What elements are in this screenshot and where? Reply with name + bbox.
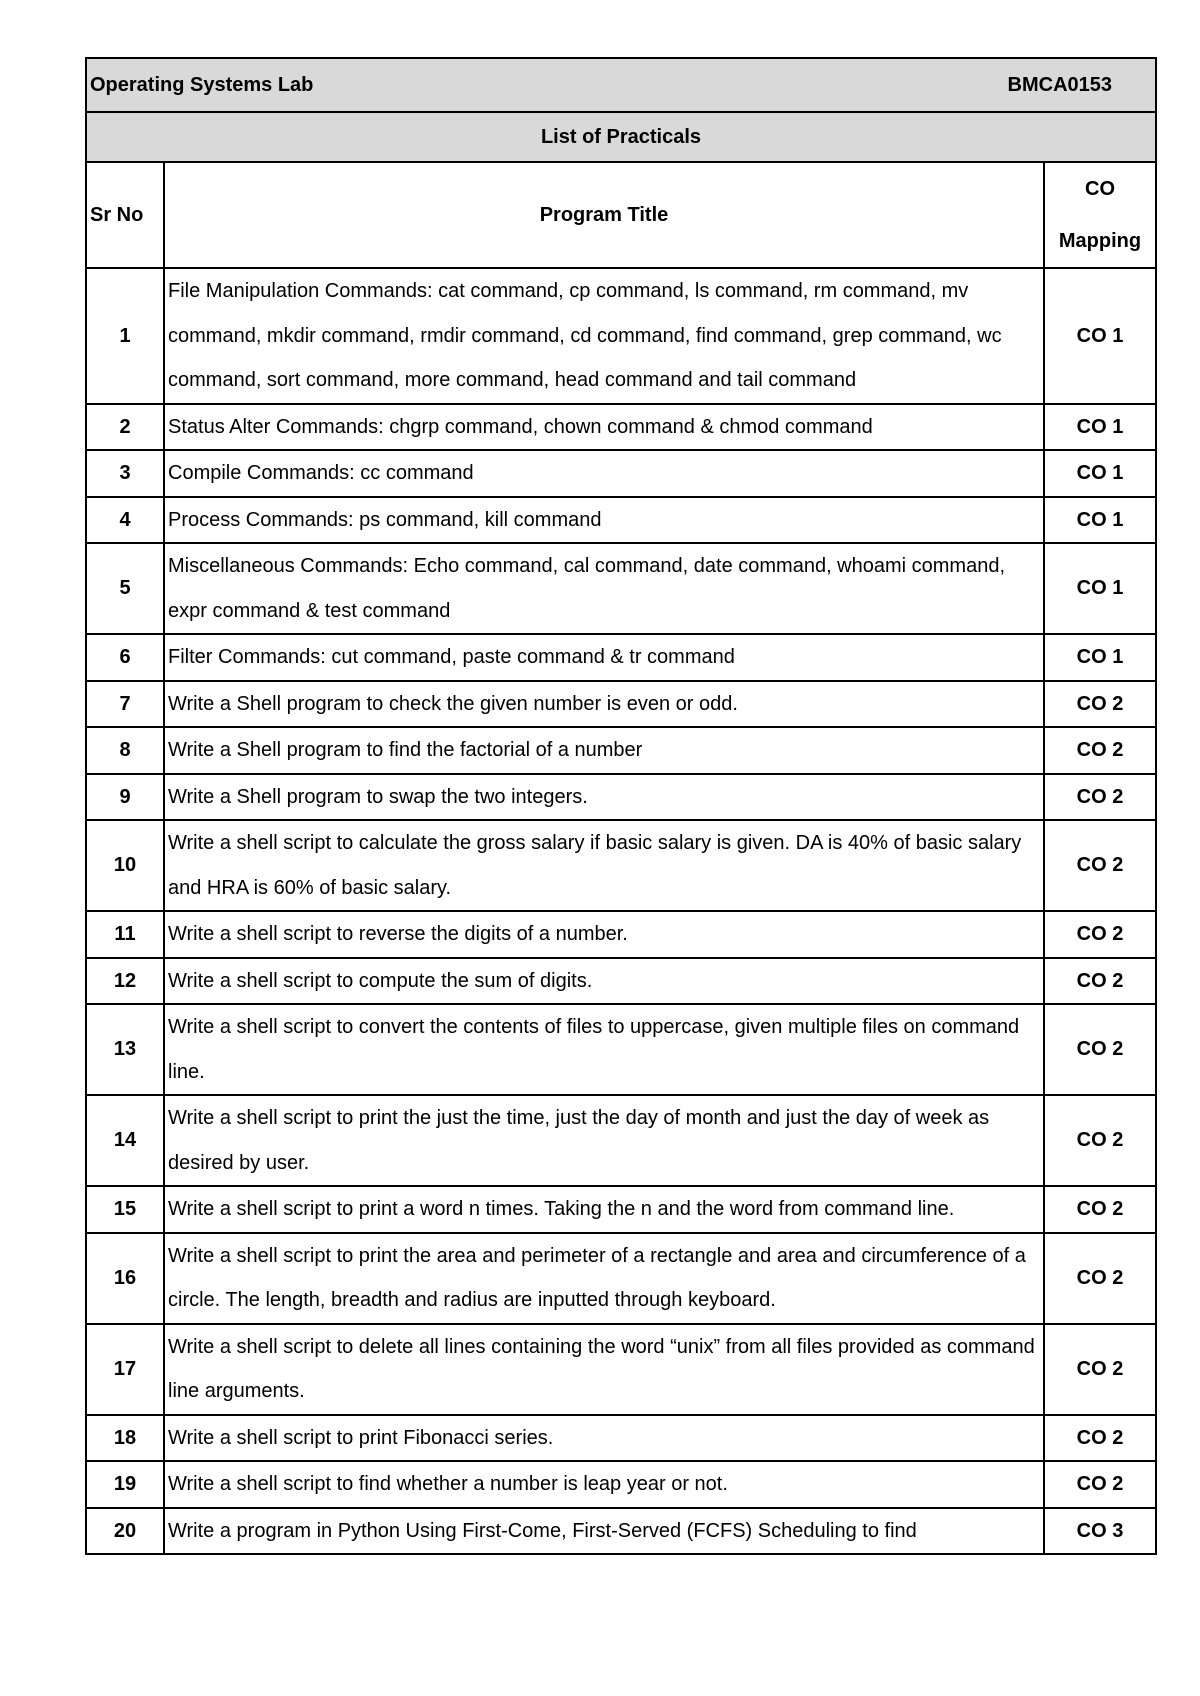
row-program-title: Filter Commands: cut command, paste command & tr command (164, 634, 1044, 681)
row-co-mapping: CO 1 (1044, 543, 1156, 634)
course-code: BMCA0153 (1007, 73, 1112, 96)
column-header-title: Program Title (164, 162, 1044, 268)
row-co-mapping: CO 2 (1044, 820, 1156, 911)
row-program-title: Write a shell script to print a word n times. Taking the n and the word from command line. (164, 1186, 1044, 1233)
row-sr-number: 3 (86, 450, 164, 497)
row-program-title: Write a shell script to find whether a number is leap year or not. (164, 1461, 1044, 1508)
row-sr-number: 16 (86, 1233, 164, 1324)
row-sr-number: 20 (86, 1508, 164, 1555)
table-row (86, 1324, 1156, 1415)
table-row (86, 681, 1156, 728)
row-co-mapping: CO 2 (1044, 1186, 1156, 1233)
row-program-title: Process Commands: ps command, kill command (164, 497, 1044, 544)
row-program-title: Write a shell script to print the just the time, just the day of month and just the day of week as desired by user. (164, 1095, 1044, 1186)
row-program-title: Write a shell script to print Fibonacci series. (164, 1415, 1044, 1462)
table-row (86, 634, 1156, 681)
row-co-mapping: CO 2 (1044, 1233, 1156, 1324)
list-heading: List of Practicals (86, 112, 1156, 162)
table-row (86, 1095, 1156, 1186)
table-row (86, 543, 1156, 634)
row-program-title: Write a shell script to calculate the gross salary if basic salary is given. DA is 40% of basic salary and HRA is 60% of basic salary. (164, 820, 1044, 911)
row-sr-number: 19 (86, 1461, 164, 1508)
row-program-title: Write a shell script to compute the sum of digits. (164, 958, 1044, 1005)
table-row (86, 497, 1156, 544)
row-sr-number: 9 (86, 774, 164, 821)
course-header-row (86, 58, 1156, 112)
column-header-row (86, 162, 1156, 268)
table-row (86, 268, 1156, 404)
row-co-mapping: CO 2 (1044, 1324, 1156, 1415)
table-row (86, 774, 1156, 821)
row-co-mapping: CO 1 (1044, 404, 1156, 451)
row-program-title: Write a shell script to delete all lines containing the word “unix” from all files provided as command line arguments. (164, 1324, 1044, 1415)
row-sr-number: 15 (86, 1186, 164, 1233)
row-co-mapping: CO 2 (1044, 958, 1156, 1005)
row-sr-number: 13 (86, 1004, 164, 1095)
practicals-table-body (86, 58, 1156, 1554)
row-program-title: Compile Commands: cc command (164, 450, 1044, 497)
table-row (86, 404, 1156, 451)
row-program-title: File Manipulation Commands: cat command, cp command, ls command, rm command, mv command, mkdir command, rmdir command, cd command, find command, grep command, wc command, sort command, more command, head command and tail command (164, 268, 1044, 404)
table-row (86, 1186, 1156, 1233)
row-co-mapping: CO 2 (1044, 727, 1156, 774)
row-co-mapping: CO 3 (1044, 1508, 1156, 1555)
row-co-mapping: CO 2 (1044, 1095, 1156, 1186)
row-program-title: Status Alter Commands: chgrp command, chown command & chmod command (164, 404, 1044, 451)
table-row (86, 727, 1156, 774)
row-sr-number: 4 (86, 497, 164, 544)
row-program-title: Write a shell script to print the area and perimeter of a rectangle and area and circumference of a circle. The length, breadth and radius are inputted through keyboard. (164, 1233, 1044, 1324)
column-header-co: CO Mapping (1044, 162, 1156, 268)
row-co-mapping: CO 2 (1044, 774, 1156, 821)
row-co-mapping: CO 1 (1044, 497, 1156, 544)
row-sr-number: 1 (86, 268, 164, 404)
row-sr-number: 12 (86, 958, 164, 1005)
table-row (86, 450, 1156, 497)
column-header-sr: Sr No (86, 162, 164, 268)
row-program-title: Miscellaneous Commands: Echo command, cal command, date command, whoami command, expr command & test command (164, 543, 1044, 634)
row-co-mapping: CO 1 (1044, 450, 1156, 497)
row-sr-number: 8 (86, 727, 164, 774)
row-sr-number: 17 (86, 1324, 164, 1415)
row-sr-number: 11 (86, 911, 164, 958)
practicals-table (85, 57, 1157, 1555)
row-sr-number: 2 (86, 404, 164, 451)
row-co-mapping: CO 2 (1044, 681, 1156, 728)
course-title: Operating Systems Lab (90, 73, 314, 96)
table-row (86, 911, 1156, 958)
row-co-mapping: CO 2 (1044, 1004, 1156, 1095)
row-program-title: Write a program in Python Using First-Come, First-Served (FCFS) Scheduling to find (164, 1508, 1044, 1555)
row-sr-number: 5 (86, 543, 164, 634)
row-program-title: Write a shell script to reverse the digits of a number. (164, 911, 1044, 958)
table-row (86, 958, 1156, 1005)
row-sr-number: 7 (86, 681, 164, 728)
table-row (86, 1461, 1156, 1508)
row-program-title: Write a Shell program to check the given number is even or odd. (164, 681, 1044, 728)
row-co-mapping: CO 2 (1044, 1461, 1156, 1508)
row-program-title: Write a Shell program to find the factorial of a number (164, 727, 1044, 774)
table-row (86, 1233, 1156, 1324)
row-program-title: Write a Shell program to swap the two integers. (164, 774, 1044, 821)
table-row (86, 820, 1156, 911)
row-co-mapping: CO 1 (1044, 634, 1156, 681)
row-co-mapping: CO 2 (1044, 1415, 1156, 1462)
table-row (86, 1004, 1156, 1095)
row-co-mapping: CO 1 (1044, 268, 1156, 404)
row-sr-number: 10 (86, 820, 164, 911)
list-heading-row (86, 112, 1156, 162)
course-header-cell (86, 58, 1156, 112)
table-row (86, 1415, 1156, 1462)
row-program-title: Write a shell script to convert the contents of files to uppercase, given multiple files on command line. (164, 1004, 1044, 1095)
row-sr-number: 14 (86, 1095, 164, 1186)
row-co-mapping: CO 2 (1044, 911, 1156, 958)
table-row (86, 1508, 1156, 1555)
row-sr-number: 18 (86, 1415, 164, 1462)
row-sr-number: 6 (86, 634, 164, 681)
